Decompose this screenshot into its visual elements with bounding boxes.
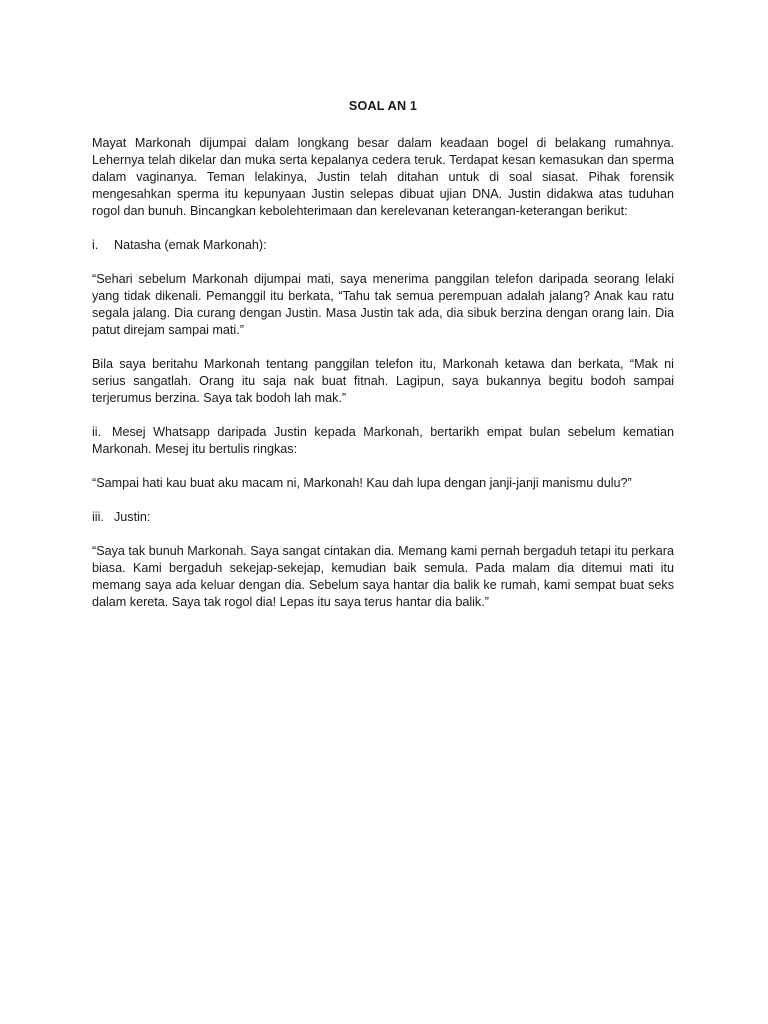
item-1-heading <box>92 237 674 254</box>
item-3-quote: “Saya tak bunuh Markonah. Saya sangat cintakan dia. Memang kami pernah bergaduh tetapi itu perkara biasa. Kami bergaduh sekejap-sekejap, kemudian baik semula. Pada malam dia ditemui mati itu memang saya ada keluar dengan dia. Sebelum saya hantar dia balik ke rumah, kami sempat buat seks dalam kereta. Saya tak rogol dia! Lepas itu saya terus hantar dia balik.” <box>92 544 674 609</box>
document-title: SOAL AN 1 <box>348 99 418 113</box>
intro-paragraph: Mayat Markonah dijumpai dalam longkang besar dalam keadaan bogel di belakang rumahnya. Lehernya telah dikelar dan muka serta kepalanya cedera teruk. Terdapat kesan kemasukan dan sperma dalam vaginanya. Teman lelakinya, Justin telah ditahan untuk di soal siasat. Pihak forensik mengesahkan sperma itu kepunyaan Justin selepas dibuat ujian DNA. Justin didakwa atas tuduhan rogol dan bunuh. Bincangkan kebolehterimaan dan kerelevanan keterangan-keterangan berikut: <box>92 136 674 218</box>
item-2-number: ii. <box>92 425 102 439</box>
item-1-quote: “Sehari sebelum Markonah dijumpai mati, saya menerima panggilan telefon daripada seorang lelaki yang tidak dikenali. Pemanggil itu berkata, “Tahu tak semua perempuan adalah jalang? Anak kau ratu segala jalang. Dia curang dengan Justin. Masa Justin tak ada, dia sibuk berzina dengan orang lain. Dia patut direjam sampai mati.” <box>92 272 674 337</box>
item-3-label: Justin: <box>114 510 151 524</box>
item-3-heading <box>92 509 674 526</box>
item-3-number: iii. <box>92 510 104 524</box>
item-2-label: Mesej Whatsapp daripada Justin kepada Markonah, bertarikh empat bulan sebelum kematian Markonah. Mesej itu bertulis ringkas: <box>92 425 674 456</box>
item-1-number: i. <box>92 238 99 252</box>
item-1-followup: Bila saya beritahu Markonah tentang panggilan telefon itu, Markonah ketawa dan berkata, “Mak ni serius sangatlah. Orang itu saja nak buat fitnah. Lagipun, saya bukannya begitu bodoh sampai terjerumus berzina. Saya tak bodoh lah mak.” <box>92 357 674 405</box>
item-2-quote: “Sampai hati kau buat aku macam ni, Markonah! Kau dah lupa dengan janji-janji manismu dulu?” <box>92 476 632 490</box>
item-2-heading <box>92 424 674 458</box>
item-1-label: Natasha (emak Markonah): <box>114 238 267 252</box>
